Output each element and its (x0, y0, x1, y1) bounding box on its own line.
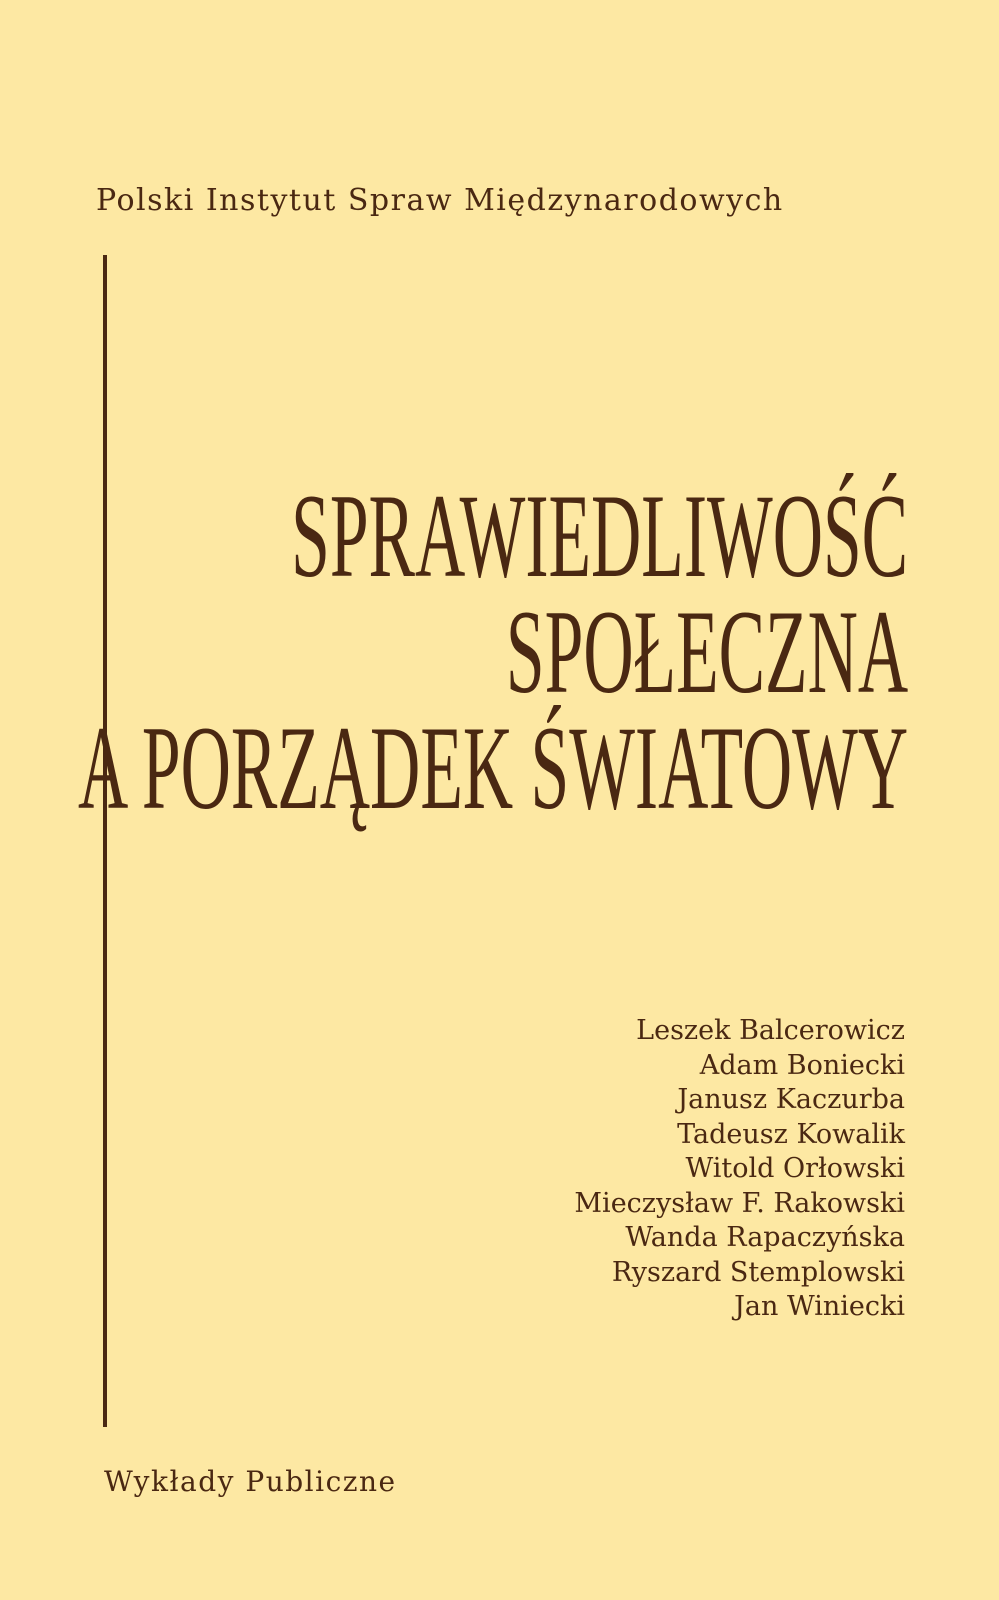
book-title (0, 469, 908, 834)
author-list (574, 1014, 905, 1325)
author-name: Leszek Balcerowicz (636, 1015, 905, 1046)
title-line-1: SPRAWIEDLIWOŚĆ (291, 469, 908, 602)
author-name: Tadeusz Kowalik (677, 1118, 905, 1150)
publisher-name: Polski Instytut Spraw Międzynarodowych (96, 183, 784, 218)
author-name: Witold Orłowski (685, 1153, 905, 1184)
author-name: Wanda Rapaczyńska (625, 1222, 905, 1253)
author-name: Ryszard Stemplowski (611, 1256, 905, 1288)
title-line-2: SPOŁECZNA (505, 585, 908, 718)
vertical-divider (103, 255, 107, 1427)
author-name: Jan Winiecki (734, 1291, 905, 1322)
author-name: Adam Boniecki (699, 1049, 905, 1081)
author-name: Mieczysław F. Rakowski (574, 1187, 905, 1219)
series-name: Wykłady Publiczne (104, 1465, 397, 1498)
author-name: Janusz Kaczurba (677, 1084, 905, 1115)
title-line-3: A PORZĄDEK ŚWIATOWY (77, 701, 908, 834)
